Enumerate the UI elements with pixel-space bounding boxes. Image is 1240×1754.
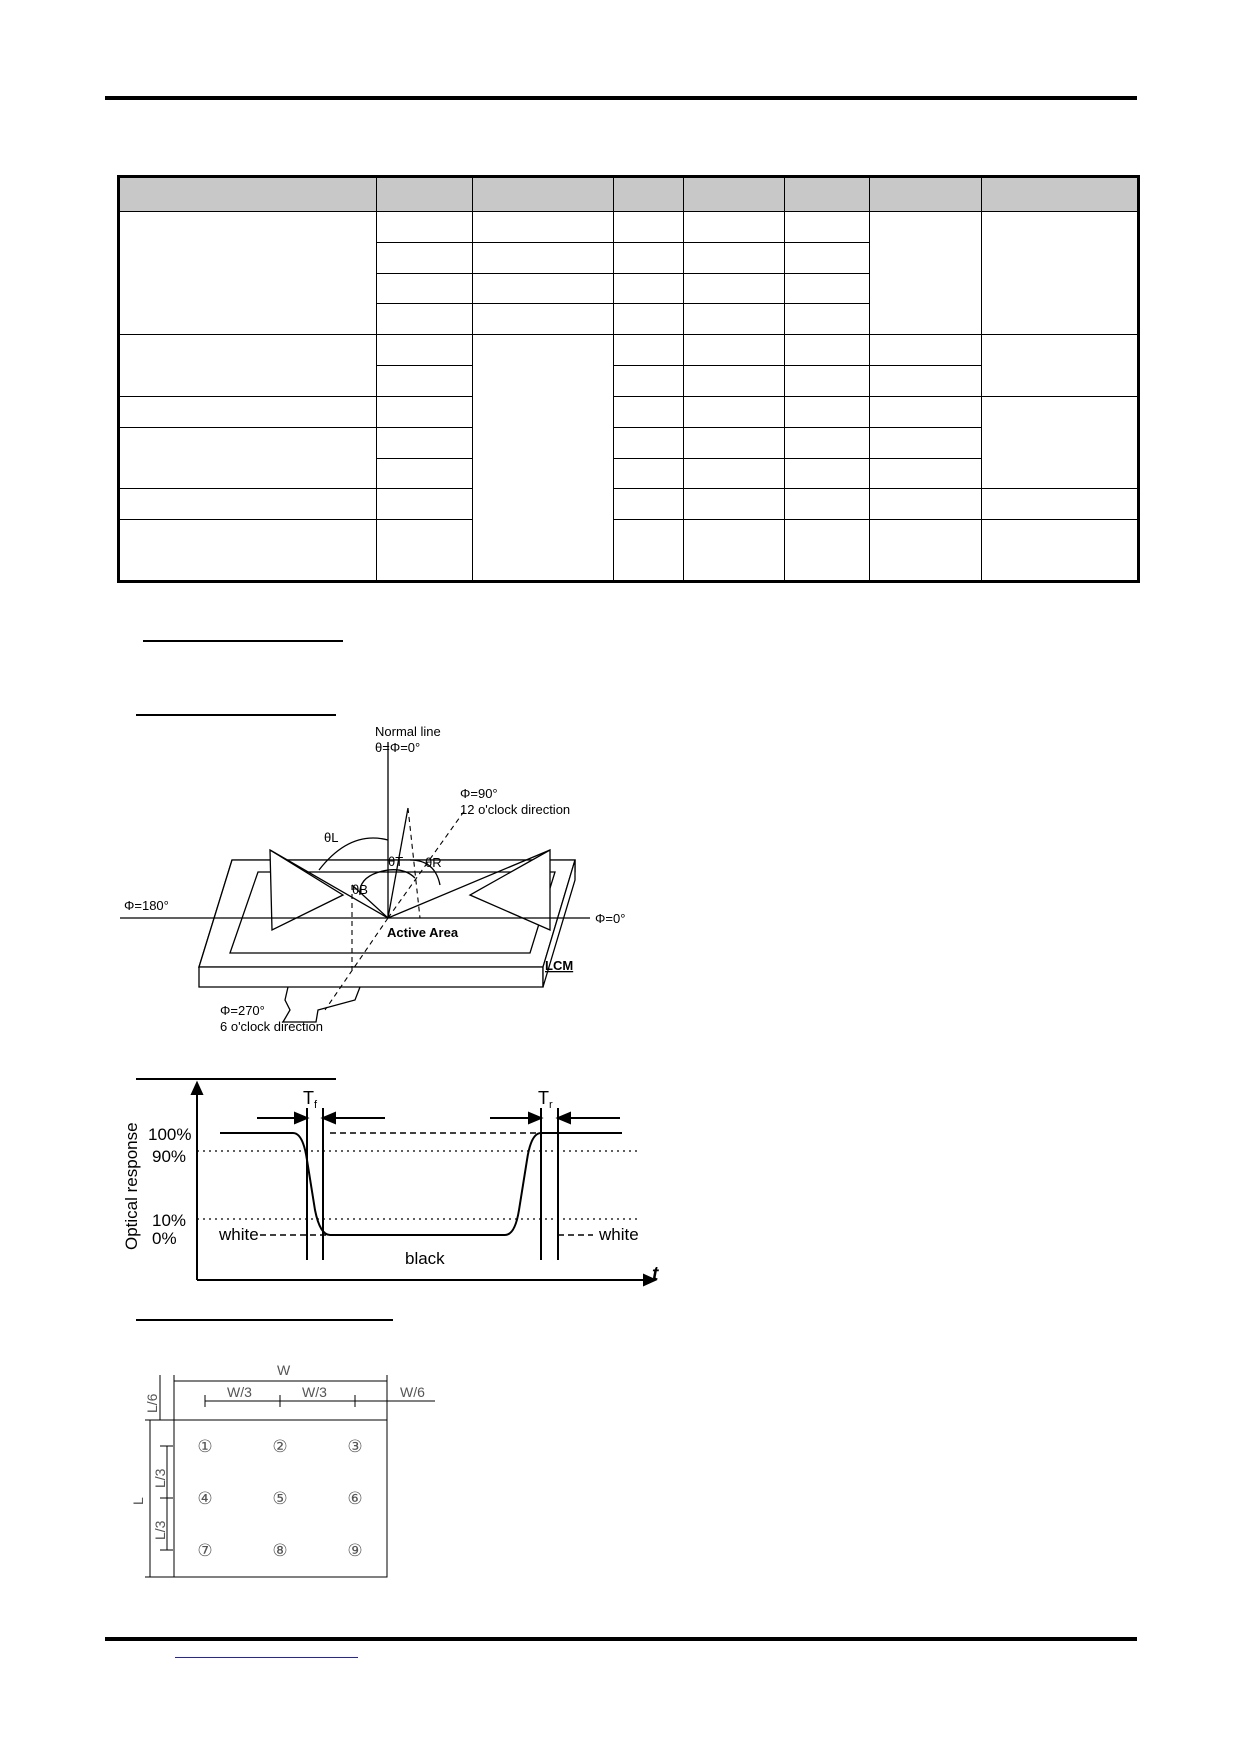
point-5: ⑤ [272,1489,288,1508]
section-underline-1 [143,640,343,642]
section-underline-4 [136,1319,393,1321]
white-right-label: white [599,1225,639,1244]
w-label: W [277,1362,291,1378]
white-left-label: white [219,1225,259,1244]
point-3: ③ [347,1437,363,1456]
l-label: L [130,1497,146,1505]
optical-response-diagram [115,1080,665,1295]
dir-12-label: 12 o'clock direction [460,802,571,817]
theta-b-label: θB [352,882,368,897]
t-axis-label: t [652,1264,659,1285]
w3-label-b: W/3 [302,1384,327,1400]
point-8: ⑧ [272,1541,288,1560]
footer-rule [105,1637,1137,1641]
l6-label: L/6 [144,1393,160,1413]
tf-label: $T_f$ [303,1088,318,1111]
l3-label-a: L/3 [152,1468,168,1488]
tr-label: $T_r$ [538,1088,553,1111]
point-6: ⑥ [347,1489,363,1508]
point-2: ② [272,1437,288,1456]
phi-0-label: Φ=0° [595,911,626,926]
theta-t-label: θT [388,854,404,869]
point-1: ① [197,1437,213,1456]
header-rule [105,96,1137,100]
dir-6-label: 6 o'clock direction [220,1019,323,1034]
w3-label-a: W/3 [227,1384,252,1400]
lcm-label: LCM [545,958,574,973]
phi-90-label: Φ=90° [460,786,498,801]
l3-label-b: L/3 [152,1520,168,1540]
normal-line-label: Normal line [375,724,441,739]
p0-label: 0% [152,1229,177,1248]
measuring-points-diagram [115,1345,445,1585]
normal-angle-label: θ=Φ=0° [375,740,421,755]
optical-spec-table [117,175,1140,583]
theta-r-label: θR [425,855,442,870]
p90-label: 90% [152,1147,187,1166]
y-axis-label: Optical response [122,1122,141,1250]
footer-link[interactable] [175,1656,358,1658]
phi-180-label: Φ=180° [124,898,169,913]
w6-label: W/6 [400,1384,425,1400]
viewing-angle-diagram [120,710,650,1040]
theta-l-label: θL [324,830,339,845]
p100-label: 100% [148,1125,192,1144]
black-label: black [405,1249,445,1268]
point-7: ⑦ [197,1541,213,1560]
point-4: ④ [197,1489,213,1508]
phi-270-label: Φ=270° [220,1003,265,1018]
p10-label: 10% [152,1211,187,1230]
point-9: ⑨ [347,1541,363,1560]
active-area-label: Active Area [387,925,459,940]
